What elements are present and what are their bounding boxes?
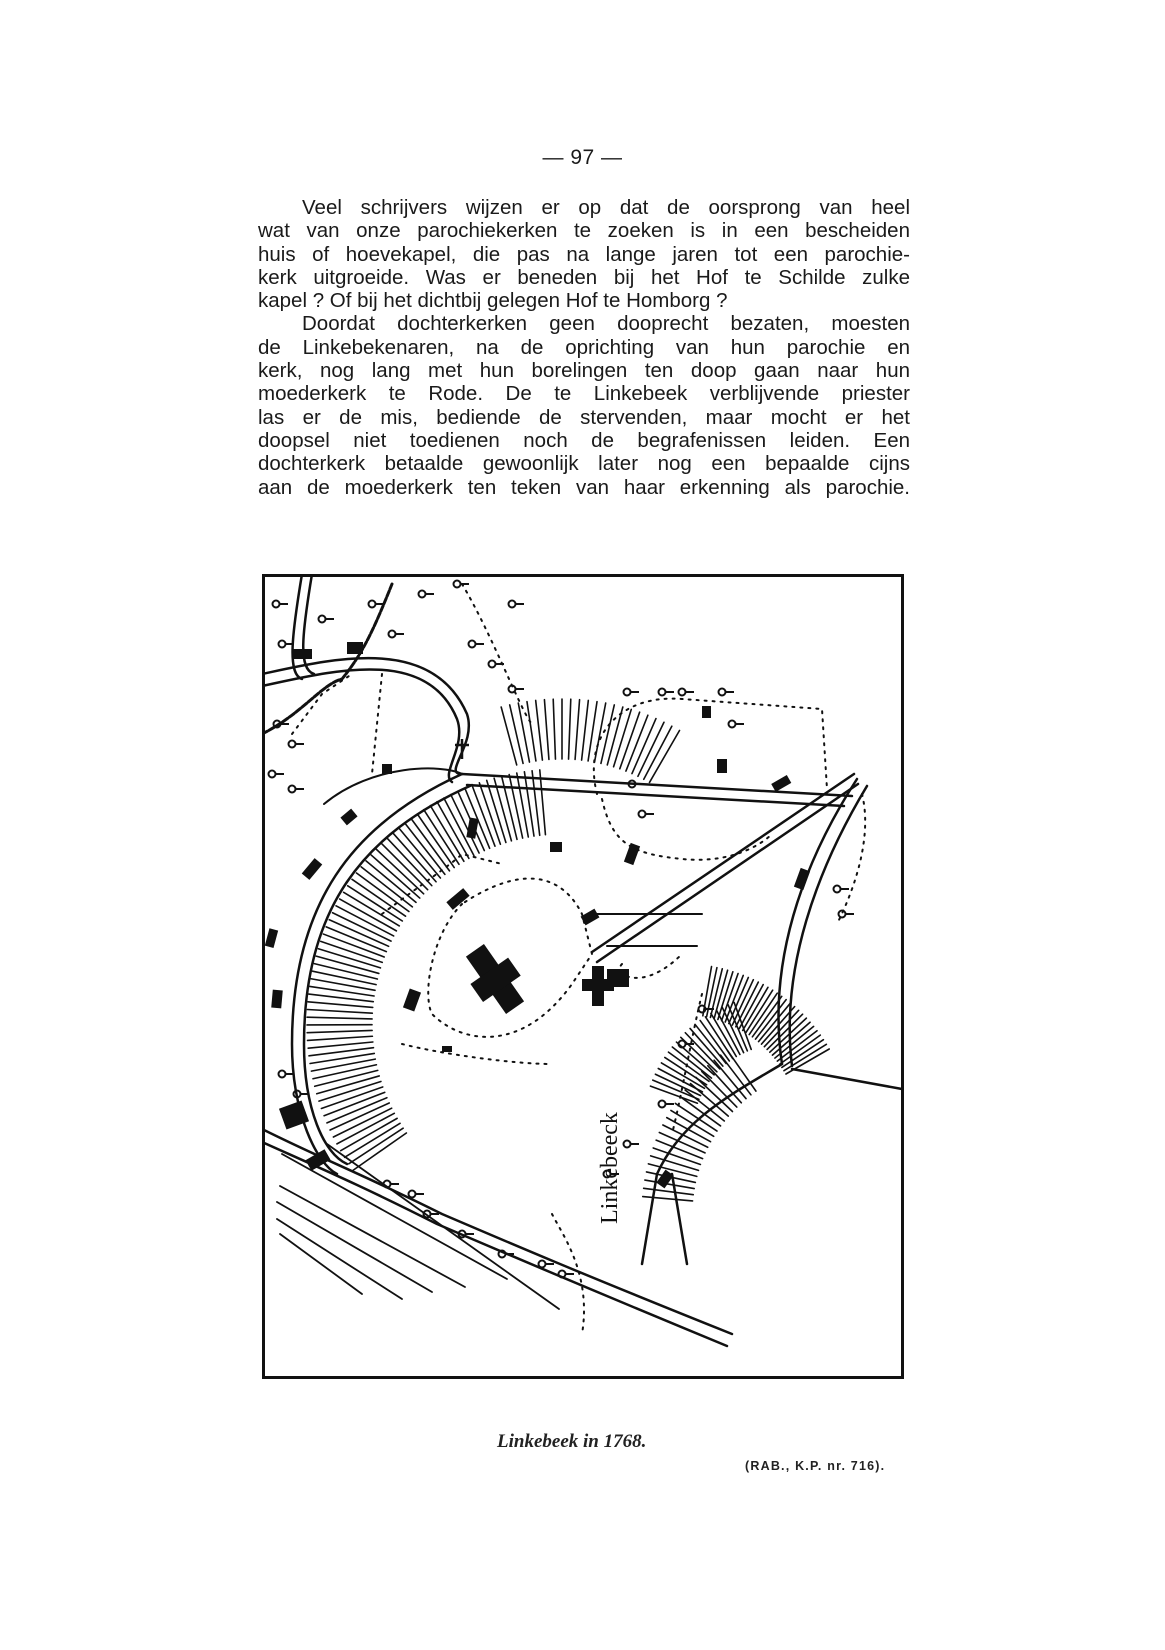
map-frame: [264, 576, 903, 1378]
building-icon: [702, 706, 711, 718]
paragraph-2-line: kerk, nog lang met hun borelingen ten doop gaan naar hun: [258, 359, 910, 383]
paragraph-2-line: las er de mis, bediende de stervenden, maar mocht er het: [258, 405, 910, 429]
paragraph-2-line: doopsel niet toedienen noch de begrafenissen leiden. Een: [258, 428, 910, 452]
map-figure: [262, 574, 904, 1379]
paragraph-1-line: wat van onze parochiekerken te zoeken is in een bescheiden: [258, 219, 910, 243]
building-icon: [271, 990, 283, 1009]
page-number: — 97 —: [542, 146, 623, 169]
building-icon: [382, 764, 392, 774]
paragraph-2-line: moederkerk te Rode. De te Linkebeek verblijvende priester: [258, 382, 910, 406]
body-text: [258, 196, 910, 499]
figure-source: (RAB., K.P. nr. 716).: [745, 1459, 886, 1473]
paragraph-2-line: Doordat dochterkerken geen dooprecht bezaten, moesten: [302, 312, 910, 336]
figure-caption: Linkebeek in 1768.: [497, 1431, 647, 1452]
paragraph-1-line: Veel schrijvers wijzen er op dat de oorsprong van heel: [302, 196, 910, 219]
building-icon: [717, 759, 727, 773]
building-icon: [442, 1046, 452, 1052]
paragraph-1-line: kerk uitgroeide. Was er beneden bij het Hof te Schilde zulke: [258, 265, 910, 289]
map-place-label: Linkebeeck: [597, 1112, 623, 1224]
paragraph-1-line: kapel ? Of bij het dichtbij gelegen Hof te Homborg ?: [258, 289, 728, 313]
paragraph-2-line: de Linkebekenaren, na de oprichting van hun parochie en: [258, 335, 910, 359]
building-icon: [550, 842, 562, 852]
building-icon: [292, 649, 312, 659]
historic-map: [262, 574, 904, 1379]
building-icon: [347, 642, 363, 654]
paragraph-1-line: huis of hoevekapel, die pas na lange jaren tot een parochie-: [258, 242, 910, 266]
paragraph-2-line: dochterkerk betaalde gewoonlijk later nog een bepaalde cijns: [258, 452, 910, 476]
paragraph-2-line: aan de moederkerk ten teken van haar erkenning als parochie.: [258, 475, 910, 499]
